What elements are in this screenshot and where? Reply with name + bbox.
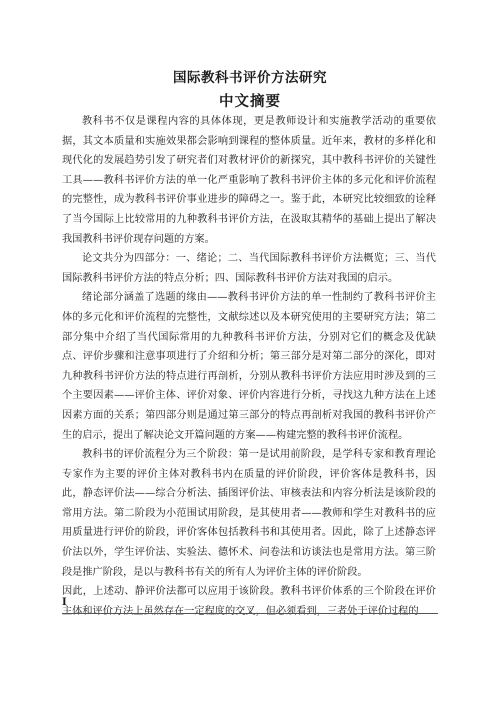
footer-divider (62, 613, 438, 614)
paragraph-2: 论文共分为四部分：一、绪论；二、当代国际教科书评价方法概览；三、当代国际教科书评价方法的特点分析；四、国际教科书评价方法对我国的启示。 (62, 253, 436, 284)
paragraph-5: 因此，上述动、静评价法都可以应用于该阶段。教科书评价体系的三个阶段在评价主体和评价方法上虽然存在一定程度的交叉，但必须看到，三者处于评价过程的 (62, 586, 436, 617)
paragraph-4: 教科书的评价流程分为三个阶段：第一是试用前阶段，是学科专家和教育理论专家作为主要的评价主体对教科书内在质量的评价阶段，评价客体是教科书，因此，静态评价法——综合分析法、插图评价法、审核表法和内容分析法是该阶段的常用方法。第二阶段为小范围试用阶段，是其使用者——教师和学生对教科书的应用质量进行评价的阶段，评价客体包括教科书和其使用者。因此，除了上述静态评价法以外，学生评价法、实验法、德怀术、问卷法和访谈法也是常用方法。第三阶段是推广阶段，是以与教科书有关的所有人为评价主体的评价阶段。 (62, 449, 436, 578)
document-title: 国际教科书评价方法研究 (173, 70, 327, 86)
abstract-heading: 中文摘要 (219, 93, 281, 110)
page-number: I (62, 597, 67, 608)
paragraph-1: 教科书不仅是课程内容的具体体现，更是教师设计和实施教学活动的重要依据，其文本质量和实施效果都会影响到课程的整体质量。近年来，教材的多样化和现代化的发展趋势引发了研究者们对教材评价的新探究，其中教科书评价的关键性工具——教科书评价方法的单一化严重影响了教科书评价主体的多元化和评价流程的完整性，成为教科书评价事业进步的障碍之一。鉴于此，本研究比较细致的诠释了当今国际上比较常用的九种教科书评价方法，在汲取其精华的基础上提出了解决我国教科书评价现存问题的方案。 (62, 116, 436, 245)
abstract-body (62, 112, 436, 621)
paragraph-3: 绪论部分涵盖了选题的缘由——教科书评价方法的单一性制约了教科书评价主体的多元化和评价流程的完整性，文献综述以及本研究使用的主要研究方法；第二部分集中介绍了当代国际常用的九种教科书评价方法，分别对它们的概念及优缺点、评价步骤和注意事项进行了介绍和分析；第三部分是对第二部分的深化，即对九种教科书评价方法的特点进行再剖析，分别从教科书评价方法应用时涉及到的三个主要因素——评价主体、评价对象、评价内容进行分析，寻找这九种方法在上述因素方面的关系；第四部分则是通过第三部分的特点再剖析对我国的教科书评价产生的启示，提出了解决论文开篇问题的方案——构建完整的教科书评价流程。 (62, 292, 436, 441)
